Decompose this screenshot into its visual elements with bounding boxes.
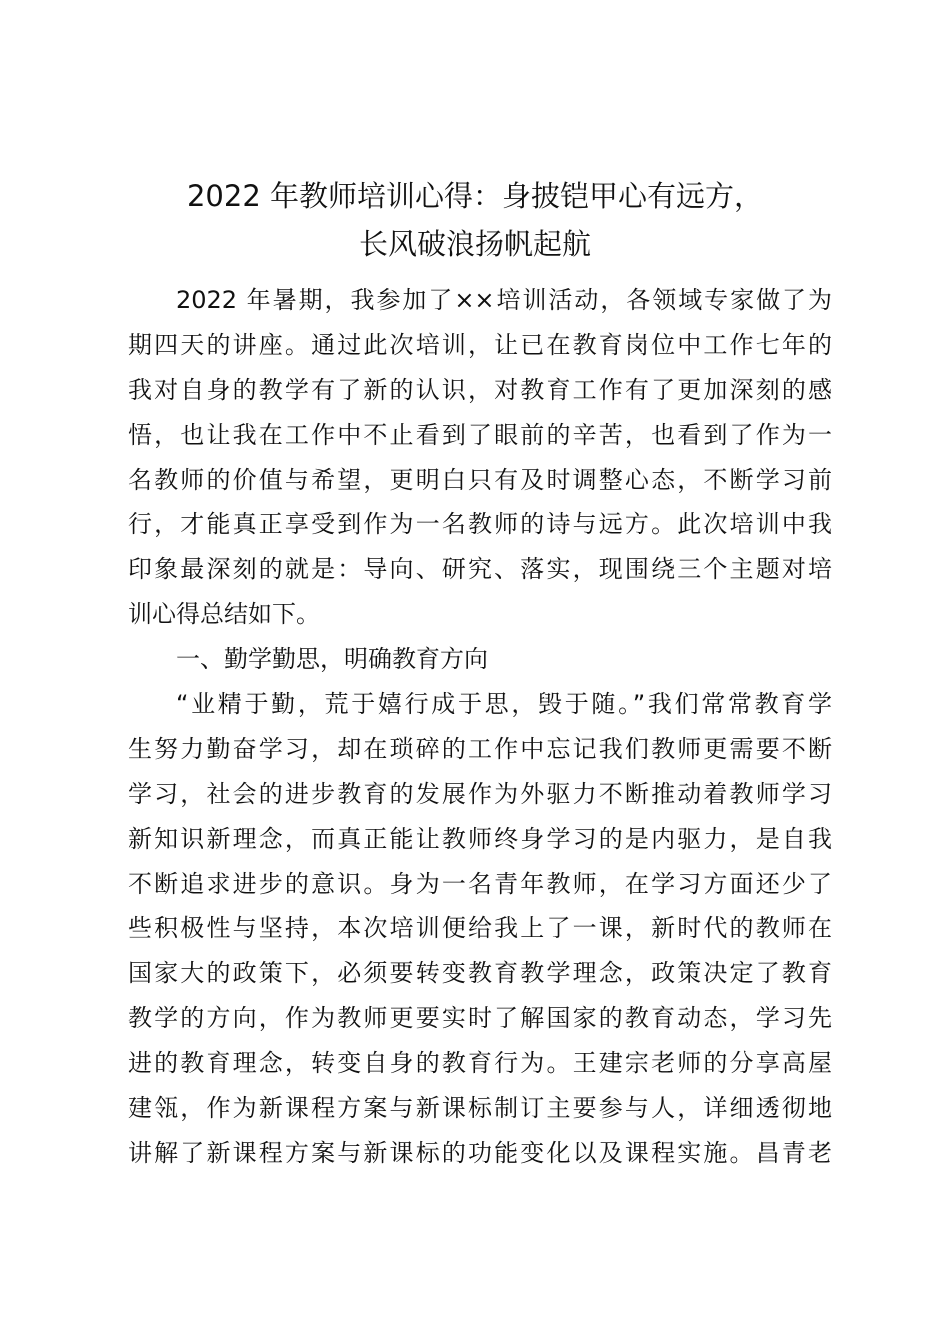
paragraph-line: 期四天的讲座。通过此次培训，让已在教育岗位中工作七年的	[128, 330, 832, 359]
paragraph-line: 建瓴，作为新课程方案与新课标制订主要参与人，详细透彻地	[128, 1094, 832, 1123]
section-heading: 一、勤学勤思，明确教育方向	[176, 645, 488, 674]
paragraph-line: 国家大的政策下，必须要转变教育教学理念，政策决定了教育	[128, 959, 832, 988]
paragraph-line: “业精于勤，荒于嬉行成于思，毁于随。”我们常常教育学	[176, 690, 832, 719]
paragraph-line: 进的教育理念，转变自身的教育行为。王建宗老师的分享高屋	[128, 1049, 832, 1078]
document-title	[120, 172, 830, 268]
paragraph-line: 些积极性与坚持，本次培训便给我上了一课，新时代的教师在	[128, 914, 832, 943]
paragraph-line: 悟，也让我在工作中不止看到了眼前的辛苦，也看到了作为一	[128, 420, 832, 449]
paragraph-line: 不断追求进步的意识。身为一名青年教师，在学习方面还少了	[128, 869, 832, 898]
paragraph-line: 行，才能真正享受到作为一名教师的诗与远方。此次培训中我	[128, 510, 832, 539]
paragraph-line: 我对自身的教学有了新的认识，对教育工作有了更加深刻的感	[128, 375, 832, 404]
paragraph-line: 生努力勤奋学习，却在琐碎的工作中忘记我们教师更需要不断	[128, 734, 832, 763]
title-line-1: 2022 年教师培训心得：身披铠甲心有远方，	[186, 179, 764, 213]
paragraph-2	[128, 682, 832, 1176]
document-body	[128, 278, 832, 1176]
paragraph-line: 印象最深刻的就是：导向、研究、落实，现围绕三个主题对培	[128, 555, 832, 584]
title-line-2: 长风破浪扬帆起航	[358, 227, 591, 261]
paragraph-line: 训心得总结如下。	[128, 600, 320, 629]
paragraph-line: 学习，社会的进步教育的发展作为外驱力不断推动着教师学习	[128, 779, 832, 808]
paragraph-line: 2022 年暑期，我参加了××培训活动，各领域专家做了为	[176, 286, 832, 314]
paragraph-1	[128, 278, 832, 637]
paragraph-line: 教学的方向，作为教师更要实时了解国家的教育动态，学习先	[128, 1004, 832, 1033]
paragraph-line: 名教师的价值与希望，更明白只有及时调整心态，不断学习前	[128, 465, 832, 494]
paragraph-line: 讲解了新课程方案与新课标的功能变化以及课程实施。昌青老	[128, 1138, 832, 1167]
paragraph-line: 新知识新理念，而真正能让教师终身学习的是内驱力，是自我	[128, 824, 832, 853]
